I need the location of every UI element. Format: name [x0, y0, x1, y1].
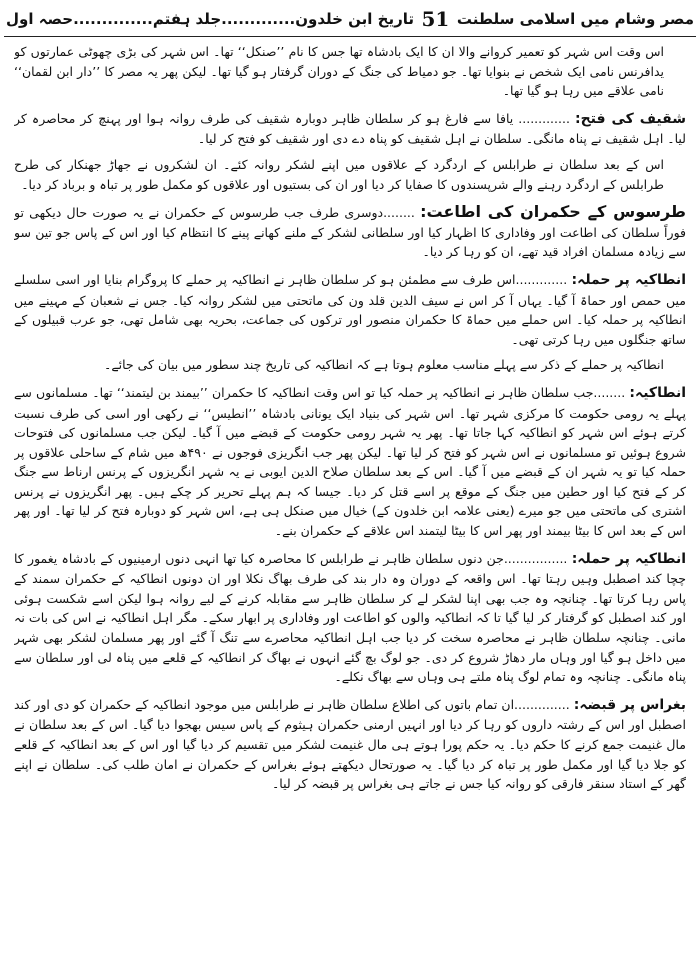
paragraph-text: اس وقت اس شہر کو تعمیر کروانے والا ان کا ایک بادشاہ تھا جس کا نام ’’صنکل‘‘ تھا۔ اس شہر کی بڑی چھوٹی عمارتوں کو یدافرنس نامی ایک شخص نے بنوایا تھا۔ جو دمیاط کی جنگ کے دوران گرفتار ہو گیا تھا۔ لیکن پھر یہ مصر کا ’’دار ابن لقمان‘‘ نامی علاقے میں رہا ہو گیا تھا۔ — [14, 44, 664, 99]
paragraph-text: ................جن دنوں سلطان ظاہر نے طرابلس کا محاصرہ کیا تھا انہی دنوں ارمینیوں کے بادشاہ یغمور کا چچا کند اصطبل وہیں رہتا تھا۔ اس واقعہ کے دوران وہ دار بند کی طرف بھاگ نکلا اور ان دونوں انطاکیہ کے حکمران سمند کے پاس رہا کرتا تھا۔ چنانچہ وہ جب بھی اپنا لشکر لے کر سلطان ظاہر سے مقابلہ کرنے کے لیے روانہ ہوا لیکن اسے شکست ہوئی اور کند اصطبل کو گرفتار کر لیا گیا تا کہ انطاکیہ والوں کو اطاعت اور وفاداری پر ابھار سکے۔ مگر اہل انطاکیہ نے اس کی بات نہ مانی۔ چنانچہ سلطان ظاہر نے محاصرہ سخت کر دیا جب اہل انطاکیہ محاصرے سے تنگ آ گئے اور پھر مسلمان لشکر بھی شہر میں داخل ہو گیا اور وہاں مار دھاڑ شروع کر دی۔ جو لوگ بچ گئے انہوں نے بھاگ کر انطاکیہ کے قلعے میں پناہ لی اور سلطان سے پناہ مانگی۔ چنانچہ وہ تمام لوگ پناہ ملتے ہی وہاں سے بھاگ نکلے۔ — [14, 550, 686, 685]
paragraph-1 — [14, 42, 686, 101]
page-number: 51 — [421, 7, 450, 31]
page-body — [14, 42, 686, 967]
paragraph-8 — [14, 549, 686, 687]
paragraph-5 — [14, 270, 686, 349]
header-divider — [4, 36, 696, 37]
paragraph-text: اس کے بعد سلطان نے طرابلس کے اردگرد کے علاقوں میں اپنے لشکر روانہ کئے۔ ان لشکروں نے جھاڑ جھنکار کی طرح طرابلس کے اردگرد رہنے والے شرپسندوں کا صفایا کر دیا اور ان کی بستیوں اور علاقوں کو مکمل طور پر تباہ و برباد کر دیا۔ — [14, 156, 664, 192]
paragraph-4 — [14, 202, 686, 262]
paragraph-text: انطاکیہ پر حملے کے ذکر سے پہلے مناسب معلوم ہوتا ہے کہ انطاکیہ کی تاریخ چند سطور میں بیان کی جائے۔ — [104, 357, 664, 373]
paragraph-text: .............اس طرف سے مطمئن ہو کر سلطان ظاہر نے انطاکیہ پر حملے کا پروگرام بنایا اور اسی سلسلے میں حمص اور حماۃ آ گیا۔ یہاں آ کر اس نے سیف الدین قلد ون کی ماتحتی میں لشکر روانہ کیا۔ جس نے شعبان کے مہینے میں انطاکیہ پر حملہ کیا۔ اس حملے میں حماۃ کا حکمران منصور اور ترکوں کی جماعت، بحریہ بھی شامل تھی، جو عرب قبیلوں کے ساتھ جنگلوں میں رہا کرتی تھی۔ — [14, 271, 686, 347]
section-heading-tarsus: طرسوس کے حکمران کی اطاعت: — [420, 202, 686, 222]
section-heading-shaqif: شقیف کی فتح: — [574, 110, 686, 127]
paragraph-2 — [14, 109, 686, 149]
section-heading-baghras: بغراس پر قبضہ: — [573, 696, 686, 713]
paragraph-text: ........دوسری طرف جب طرسوس کے حکمران نے یہ صورت حال دیکھی تو فوراً سلطان کی اطاعت اور وفاداری کا اظہار کیا اور سلطانی لشکر کے ملنے کھانے پینے کا انتظام کیا اور اس کے پاس جو تین سو سے زیادہ مسلمان افراد قید تھے، ان کو رہا کر دیا۔ — [14, 205, 686, 260]
paragraph-3 — [14, 155, 686, 194]
book-title: تاریخ ابن خلدون.............جلد ہفتم..............حصہ اول — [6, 10, 415, 28]
paragraph-6 — [14, 355, 686, 375]
paragraph-7 — [14, 383, 686, 541]
paragraph-9 — [14, 695, 686, 794]
page-header — [6, 4, 694, 34]
section-heading-antioch-attack-2: انطاکیہ پر حملہ: — [571, 550, 686, 567]
section-heading-antioch: انطاکیہ: — [629, 384, 686, 401]
chapter-title: مصر وشام میں اسلامی سلطنت — [456, 10, 694, 28]
paragraph-text: ........جب سلطان ظاہر نے انطاکیہ پر حملہ کیا تو اس وقت انطاکیہ کا حکمران ’’بیمند بن لیتمند‘‘ تھا۔ مسلمانوں سے پہلے یہ رومی حکومت کا مرکزی شہر تھا۔ اس شہر کی بنیاد ایک یونانی بادشاہ ’’انطیس‘‘ نے رکھی اور اسی کی طرف نسبت کرتے ہوئے اس شہر کو انطاکیہ کہا جاتا تھا۔ پھر یہ شہر رومی حکومت کے قبضے میں آ گیا۔ لیکن جب مسلمانوں کی فتوحات شروع ہوئیں تو مسلمانوں نے اس شہر کو فتح کر لیا تھا۔ لیکن پھر جب انگریزی فوجوں نے ۴۹۰ھ میں شام کے ساحلی علاقوں پر حملہ کیا تو یہ شہر ان کے قبضے میں آ گیا۔ اس کے بعد سلطان صلاح الدین ایوبی نے یہ شہر انگریزوں کے پرنس ارناط سے جنگ کر کے فتح کیا اور حطین میں جنگ کے موقع پر اسے قتل کر دیا۔ جیسا کہ ہم پہلے تحریر کر چکے ہیں۔ پھر انگریزوں نے پرنس اشتری کی ماتحتی میں جو میرے (یعنی علامہ ابن خلدون کے) خیال میں صنکل ہی ہے، اس شہر کو دوبارہ فتح کر لیا تھا۔ اور پھر اس کے بعد اس کا بیٹا بیمند اور پھر اس کا بیٹا لیتمند اس علاقے کے حکمران بنے۔ — [14, 384, 686, 539]
section-heading-antioch-attack: انطاکیہ پر حملہ: — [571, 271, 686, 288]
paragraph-text: ..............ان تمام باتوں کی اطلاع سلطان ظاہر نے طرابلس میں موجود انطاکیہ کے حکمران کو دی اور کند اصطبل اور اس کے رشتہ داروں کو رہا کر دیا اور انہیں ارمنی حکمران ہیثوم کے پاس سیس بھجوا دیا گیا۔ اس کے بعد سلطان نے مال غنیمت جمع کرنے کا حکم دیا۔ یہ حکم پورا ہوتے ہی مال غنیمت لشکر میں تقسیم کر دیا گیا اور اس کے بعد انطاکیہ کے قلعے کو جلا دیا گیا اور مکمل طور پر تباہ کر دیا گیا۔ یہ صورتحال دیکھتے ہوئے بغراس کے حکمران نے امان طلب کی۔ سلطان نے اپنے گھر کے استاد سنقر فارقی کو روانہ کیا جس نے جاتے ہی بغراس پر قبضہ کر لیا۔ — [14, 696, 686, 792]
paragraph-text: ............. یافا سے فارغ ہو کر سلطان ظاہر دوبارہ شقیف کی طرف روانہ ہوا اور پہنچ کر محاصرہ کر لیا۔ اہل شقیف نے پناہ مانگی۔ سلطان نے اہل شقیف کو پناہ دے دی اور شقیف کو فتح کر لیا۔ — [14, 110, 686, 147]
